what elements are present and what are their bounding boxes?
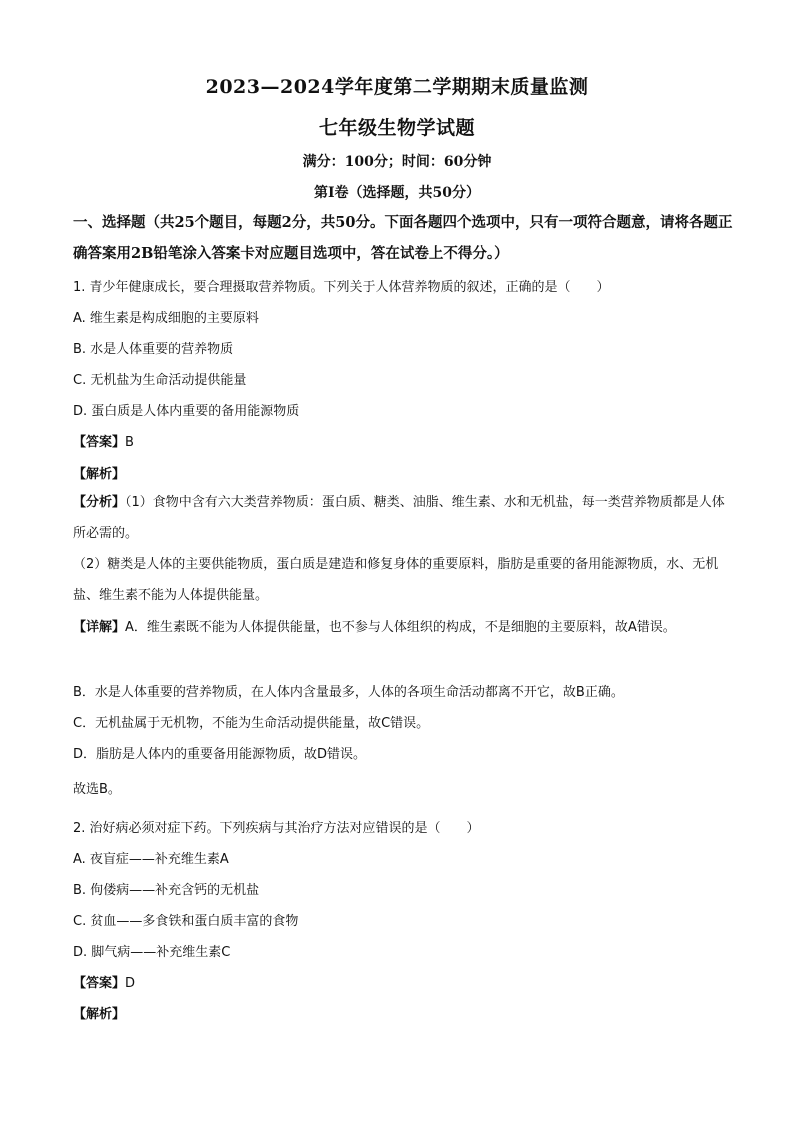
question-1-option-d: D. 蛋白质是人体内重要的备用能源物质 [73,404,300,419]
exam-subject: 七年级生物学试题 [318,117,475,139]
question-1-option-a: A. 维生素是构成细胞的主要原料 [73,311,259,326]
answer-value: D [125,976,136,991]
question-1-fenxi-1 [73,487,725,549]
question-2-option-d: D. 脚气病——补充维生素C [73,945,231,960]
question-1-xiangjie-d: D．脂肪是人体内的重要备用能源物质，故D错误。 [73,747,367,762]
question-1-xiangjie-b: B．水是人体重要的营养物质，在人体内含量最多，人体的各项生命活动都离不开它，故B正确。 [73,685,624,700]
question-1-fenxi-2: （2）糖类是人体的主要供能物质，蛋白质是建造和修复身体的重要原料，脂肪是重要的备用能源物质，水、无机盐、维生素不能为人体提供能量。 [73,557,719,603]
fenxi-tag: 【分析】 [73,495,126,510]
answer-tag: 【答案】 [73,976,126,991]
question-1-answer [73,431,134,450]
question-1-xiangjie-c: C．无机盐属于无机物，不能为生命活动提供能量，故C错误。 [73,716,430,731]
answer-value: B [125,435,134,450]
question-1-stem: 1. 青少年健康成长，要合理摄取营养物质。下列关于人体营养物质的叙述，正确的是（ ） [73,280,610,295]
question-1-option-c: C. 无机盐为生命活动提供能量 [73,373,247,388]
section-instructions: 一、选择题（共25个题目，每题2分，共50分。下面各题四个选项中，只有一项符合题意，请将各题正确答案用2B铅笔涂入答案卡对应题目选项中，答在试卷上不得分。） [73,214,733,262]
question-2-option-a: A. 夜盲症——补充维生素A [73,852,229,867]
question-1-conclusion: 故选B。 [73,782,121,797]
exam-title: 2023—2024学年度第二学期期末质量监测 [205,76,589,98]
question-2-option-b: B. 佝偻病——补充含钙的无机盐 [73,883,260,898]
question-1-option-b: B. 水是人体重要的营养物质 [73,342,234,357]
xiangjie-tag: 【详解】 [73,620,126,635]
question-1-analysis-heading [73,463,125,482]
question-2-option-c: C. 贫血——多食铁和蛋白质丰富的食物 [73,914,299,929]
analysis-tag: 【解析】 [73,467,126,482]
question-2-answer [73,972,135,991]
answer-tag: 【答案】 [73,435,126,450]
exam-meta: 满分：100分；时间：60分钟 [302,154,492,170]
question-2-analysis-heading [73,1003,125,1022]
question-1-xiangjie-a [73,612,725,643]
analysis-tag: 【解析】 [73,1007,126,1022]
fenxi-text-1: （1）食物中含有六大类营养物质：蛋白质、糖类、油脂、维生素、水和无机盐，每一类营养物质都是人体所必需的。 [73,495,725,541]
volume-heading: 第Ⅰ卷（选择题，共50分） [313,185,481,201]
xiangjie-text-a: A．维生素既不能为人体提供能量，也不参与人体组织的构成，不是细胞的主要原料，故A错误。 [125,620,676,635]
question-2-stem: 2. 治好病必须对症下药。下列疾病与其治疗方法对应错误的是（ ） [73,821,480,836]
